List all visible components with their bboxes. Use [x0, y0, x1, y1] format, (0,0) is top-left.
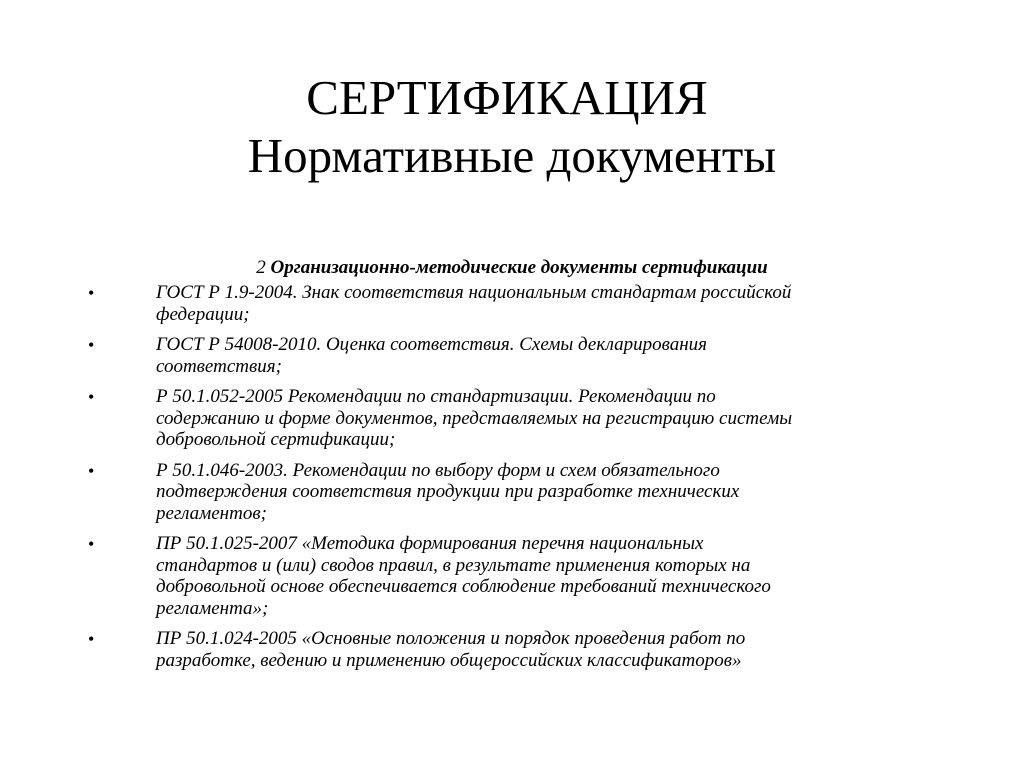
list-item — [88, 460, 938, 525]
list-item-line: ГОСТ Р 54008-2010. Оценка соответствия. Схемы декларирования — [156, 334, 707, 355]
bullet-icon: • — [88, 387, 95, 407]
bullet-icon: • — [88, 335, 95, 355]
list-item-line: подтверждения соответствия продукции при разработке технических — [156, 481, 740, 502]
list-item-line: соответствия; — [156, 355, 282, 377]
title-line-2: Нормативные документы — [247, 128, 777, 183]
bullet-icon: • — [88, 534, 95, 554]
list-item-line: ГОСТ Р 1.9-2004. Знак соответствия национальным стандартам российской — [156, 282, 792, 303]
list-item-line: регламентов; — [156, 502, 267, 524]
list-item — [88, 533, 938, 619]
title-line-1: СЕРТИФИКАЦИЯ — [306, 70, 708, 125]
list-item-line: ПР 50.1.024-2005 «Основные положения и порядок проведения работ по — [156, 628, 746, 649]
list-item-line: разработке, ведению и применению общероссийских классификаторов» — [156, 649, 742, 671]
section-subtitle — [0, 257, 1024, 279]
list-item-line: Р 50.1.046-2003. Рекомендации по выбору форм и схем обязательного — [156, 459, 720, 481]
section-heading: Организационно-методические документы сертификации — [270, 257, 768, 278]
list-item — [88, 386, 938, 451]
bullet-icon: • — [88, 629, 95, 649]
list-item-line: федерации; — [156, 303, 250, 325]
list-item-line: добровольной основе обеспечивается соблюдение требований технического — [156, 576, 771, 597]
section-number: 2 — [256, 257, 266, 278]
bullet-icon: • — [88, 460, 95, 481]
bullet-icon: • — [88, 283, 95, 303]
slide-title — [0, 70, 1024, 186]
list-item — [88, 628, 938, 671]
list-item-line: стандартов и (или) сводов правил, в результате применения которых на — [156, 554, 751, 576]
list-item-line: ПР 50.1.025-2007 «Методика формирования перечня национальных — [156, 533, 704, 554]
list-item-line: регламента»; — [156, 597, 269, 619]
list-item — [88, 282, 938, 325]
list-item-line: добровольной сертификации; — [156, 429, 396, 450]
list-item — [88, 334, 938, 377]
list-item-line: содержанию и форме документов, представляемых на регистрацию системы — [156, 407, 793, 429]
document-list — [88, 282, 938, 680]
list-item-line: Р 50.1.052-2005 Рекомендации по стандартизации. Рекомендации по — [156, 386, 716, 407]
